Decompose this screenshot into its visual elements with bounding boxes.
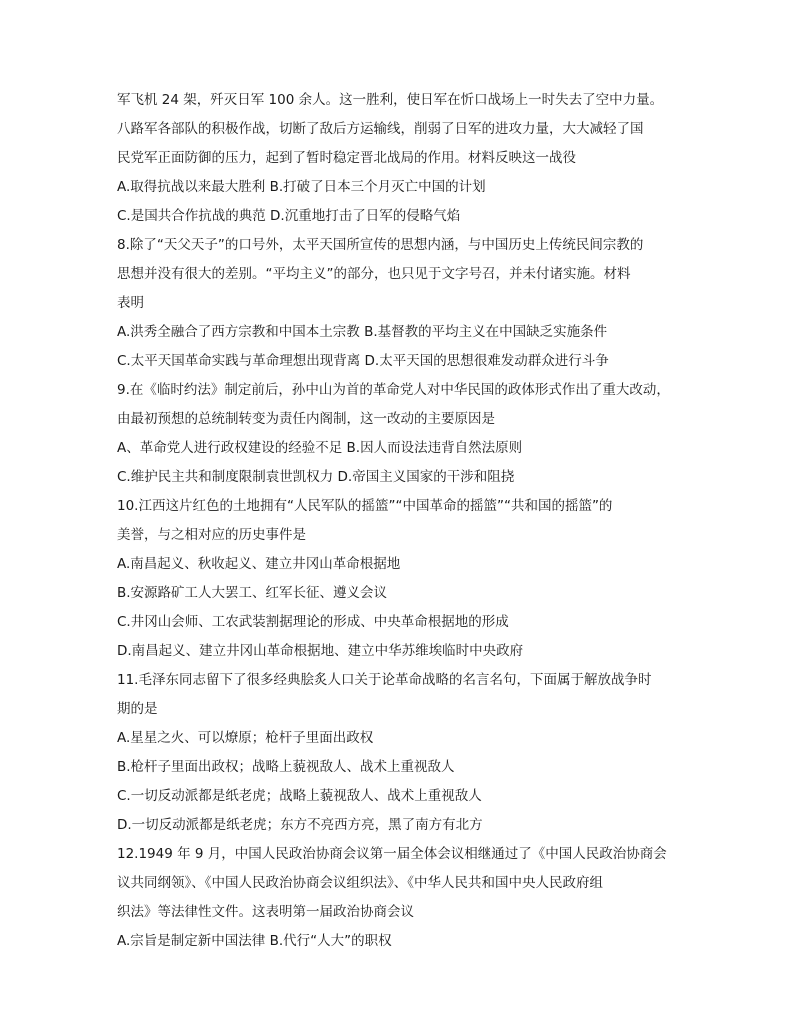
answer-option-line: C.一切反动派都是纸老虎；战略上藐视敌人、战术上重视敌人 [117,788,482,804]
text-line: 表明 [117,295,144,311]
answer-option-line: A、革命党人进行政权建设的经验不足 B.因人而设法违背自然法原则 [117,440,523,456]
text-line: 期的是 [117,701,158,717]
answer-option-line: B.安源路矿工人大罢工、红军长征、遵义会议 [117,585,388,601]
text-line: 美誉，与之相对应的历史事件是 [117,527,306,543]
answer-option-line: A.取得抗战以来最大胜利 B.打破了日本三个月灭亡中国的计划 [117,179,486,195]
answer-option-line: B.枪杆子里面出政权；战略上藐视敌人、战术上重视敌人 [117,759,455,775]
answer-option-line: C.太平天国革命实践与革命理想出现背离 D.太平天国的思想很难发动群众进行斗争 [117,353,609,369]
answer-option-line: A.宗旨是制定新中国法律 B.代行“人大”的职权 [117,933,392,949]
answer-option-line: D.南昌起义、建立井冈山革命根据地、建立中华苏维埃临时中央政府 [117,643,524,659]
question-10-stem: 10.江西这片红色的土地拥有“人民军队的摇篮”“中国革命的摇篮”“共和国的摇篮”的 [117,498,613,514]
question-8-stem: 8.除了“天父天子”的口号外，太平天国所宣传的思想内涵，与中国历史上传统民间宗教的 [117,237,644,253]
answer-option-line: C.井冈山会师、工农武装割据理论的形成、中央革命根据地的形成 [117,614,509,630]
answer-option-line: D.一切反动派都是纸老虎；东方不亮西方亮，黑了南方有北方 [117,817,483,833]
text-line: 议共同纲领》、《中国人民政治协商会议组织法》、《中华人民共和国中央人民政府组 [117,875,603,891]
answer-option-line: A.星星之火、可以燎原；枪杆子里面出政权 [117,730,374,746]
answer-option-line: A.洪秀全融合了西方宗教和中国本土宗教 B.基督教的平均主义在中国缺乏实施条件 [117,324,608,340]
question-9-stem: 9.在《临时约法》制定前后，孙中山为首的革命党人对中华民国的政体形式作出了重大改动， [117,382,670,398]
text-line: 织法》等法律性文件。这表明第一届政治协商会议 [117,904,414,920]
answer-option-line: A.南昌起义、秋收起义、建立井冈山革命根据地 [117,556,401,572]
text-line: 民党军正面防御的压力，起到了暂时稳定晋北战局的作用。材料反映这一战役 [117,150,576,166]
answer-option-line: C.维护民主共和制度限制袁世凯权力 D.帝国主义国家的干涉和阻挠 [117,469,515,485]
text-line: 思想并没有很大的差别。“平均主义”的部分，也只见于文字号召，并未付诸实施。材料 [117,266,631,282]
answer-option-line: C.是国共合作抗战的典范 D.沉重地打击了日军的侵略气焰 [117,208,461,224]
question-11-stem: 11.毛泽东同志留下了很多经典脍炙人口关于论革命战略的名言名句，下面属于解放战争时 [117,672,652,688]
text-line: 由最初预想的总统制转变为责任内阁制，这一改动的主要原因是 [117,411,495,427]
text-line: 八路军各部队的积极作战，切断了敌后方运输线，削弱了日军的进攻力量，大大减轻了国 [117,121,644,137]
text-line: 军飞机 24 架，歼灭日军 100 余人。这一胜利，使日军在忻口战场上一时失去了空中力量。 [117,92,664,108]
question-12-stem: 12.1949 年 9 月，中国人民政治协商会议第一届全体会议相继通过了《中国人民政治协商会 [117,846,667,862]
